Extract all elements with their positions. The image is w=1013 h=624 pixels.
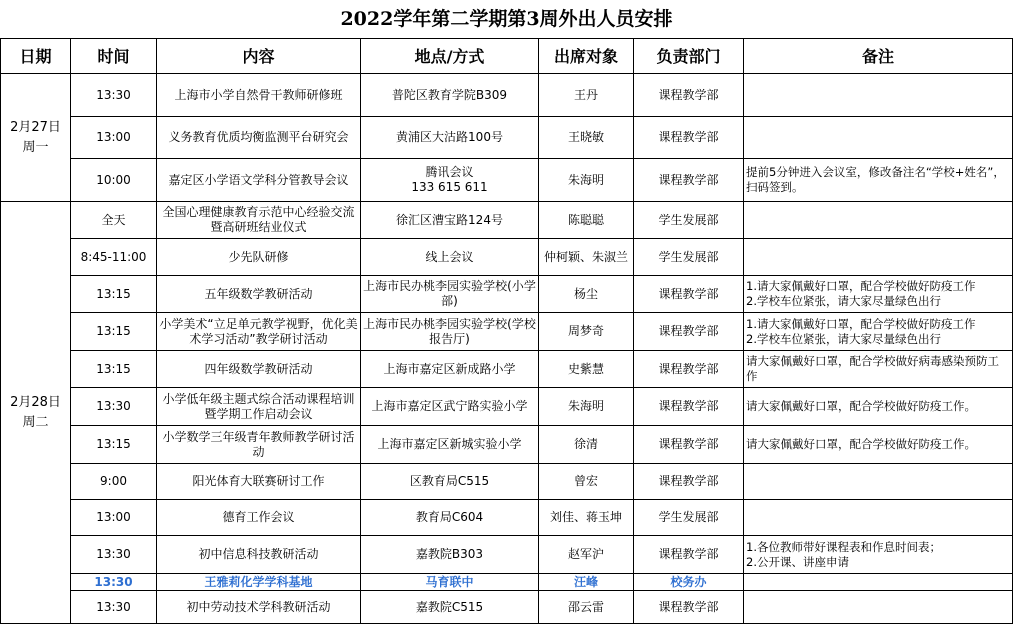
cell-location xyxy=(361,313,539,351)
cell-content-text: 上海市小学自然骨干教师研修班 xyxy=(174,87,343,102)
cell-time-text: 13:30 xyxy=(96,599,131,614)
cell-date xyxy=(1,202,71,624)
cell-time xyxy=(71,159,157,202)
page-title: 2022学年第二学期第3周外出人员安排 xyxy=(340,8,673,30)
table-row xyxy=(1,574,1013,591)
cell-note-text: 2.学校车位紧张，请大家尽量绿色出行 xyxy=(746,294,941,308)
cell-content-text: 五年级数学教研活动 xyxy=(204,286,313,301)
cell-attendee-text: 王晓敏 xyxy=(567,130,604,144)
header-note: 备注 xyxy=(744,39,1013,74)
cell-attendee xyxy=(539,500,634,536)
cell-content-text: 德育工作会议 xyxy=(222,510,295,524)
cell-attendee-text: 史紫慧 xyxy=(567,361,604,376)
cell-dept-text: 课程教学部 xyxy=(658,599,719,614)
cell-dept-text: 课程教学部 xyxy=(658,172,719,187)
cell-attendee xyxy=(539,574,634,591)
header-attendee: 出席对象 xyxy=(539,39,634,74)
cell-time xyxy=(71,276,157,313)
cell-location xyxy=(361,202,539,239)
cell-note xyxy=(744,117,1013,159)
cell-time xyxy=(71,426,157,464)
cell-content xyxy=(157,276,361,313)
cell-note-text: 1.各位教师带好课程表和作息时间表； xyxy=(746,539,941,554)
cell-location-text: 上海市嘉定区新成路小学 xyxy=(383,361,516,376)
cell-time-text: 13:15 xyxy=(96,324,131,338)
cell-attendee-text: 仲柯颖、朱淑兰 xyxy=(543,249,628,264)
cell-dept xyxy=(634,351,744,388)
table-row xyxy=(1,239,1013,276)
cell-time xyxy=(71,536,157,574)
cell-location-text: 黄浦区大沽路100号 xyxy=(396,130,503,144)
cell-note xyxy=(744,464,1013,500)
cell-time xyxy=(71,591,157,624)
cell-time-text: 13:30 xyxy=(96,399,131,413)
cell-dept xyxy=(634,536,744,574)
cell-content xyxy=(157,117,361,159)
cell-time-text: 13:30 xyxy=(94,574,133,589)
cell-attendee xyxy=(539,591,634,624)
cell-attendee-text: 周梦奇 xyxy=(567,324,604,338)
cell-note-text: 请大家佩戴好口罩，配合学校做好防疫工作。 xyxy=(746,399,976,413)
header-date: 日期 xyxy=(1,39,71,74)
cell-content xyxy=(157,591,361,624)
cell-dept-text: 课程教学部 xyxy=(658,399,719,413)
table-row xyxy=(1,500,1013,536)
cell-time-text: 13:15 xyxy=(96,437,131,451)
header-location: 地点/方式 xyxy=(361,39,539,74)
cell-attendee-text: 杨尘 xyxy=(573,286,598,301)
cell-content-text: 初中信息科技教研活动 xyxy=(198,547,319,561)
cell-dept xyxy=(634,239,744,276)
cell-location xyxy=(361,239,539,276)
cell-content-text: 全国心理健康教育示范中心经验交流暨高研班结业仪式 xyxy=(162,205,355,234)
cell-content-text: 阳光体育大联赛研讨工作 xyxy=(192,474,325,488)
cell-time xyxy=(71,500,157,536)
cell-location xyxy=(361,591,539,624)
table-row xyxy=(1,464,1013,500)
cell-dept xyxy=(634,388,744,426)
cell-note xyxy=(744,574,1013,591)
cell-location xyxy=(361,159,539,202)
cell-attendee xyxy=(539,313,634,351)
table-row xyxy=(1,276,1013,313)
cell-note-text: 1.请大家佩戴好口罩，配合学校做好防疫工作 xyxy=(746,316,976,331)
cell-content xyxy=(157,388,361,426)
cell-attendee xyxy=(539,159,634,202)
table-row xyxy=(1,202,1013,239)
cell-location-text: 上海市嘉定区武宁路实验小学 xyxy=(371,399,528,413)
cell-dept-text: 学生发展部 xyxy=(658,212,719,227)
table-row xyxy=(1,313,1013,351)
cell-time xyxy=(71,464,157,500)
cell-location-text: 普陀区教育学院B309 xyxy=(391,87,508,102)
cell-location-text: 上海市民办桃李园实验学校(学校报告厅) xyxy=(363,316,536,346)
cell-time-text: 全天 xyxy=(101,212,126,227)
cell-note xyxy=(744,239,1013,276)
cell-content xyxy=(157,159,361,202)
cell-time xyxy=(71,388,157,426)
cell-dept-text: 课程教学部 xyxy=(658,87,719,102)
cell-date xyxy=(1,74,71,202)
cell-note xyxy=(744,202,1013,239)
cell-content-text: 义务教育优质均衡监测平台研究会 xyxy=(168,130,349,144)
cell-time-text: 13:15 xyxy=(96,286,131,301)
cell-content xyxy=(157,74,361,117)
table-row xyxy=(1,117,1013,159)
header-dept: 负责部门 xyxy=(634,39,744,74)
cell-content-text: 小学数学三年级青年教师教学研讨活动 xyxy=(162,429,355,459)
cell-content-text: 少先队研修 xyxy=(228,249,289,264)
cell-location-text: 腾讯会议 xyxy=(425,165,474,179)
cell-time-text: 13:00 xyxy=(96,130,131,144)
cell-time-text: 10:00 xyxy=(96,172,131,187)
cell-time xyxy=(71,202,157,239)
cell-attendee xyxy=(539,276,634,313)
cell-location-text: 嘉教院B303 xyxy=(415,547,484,561)
cell-location xyxy=(361,574,539,591)
date-label: 2月27日 xyxy=(10,119,61,135)
cell-attendee-text: 陈聪聪 xyxy=(567,212,604,227)
cell-dept xyxy=(634,202,744,239)
cell-dept xyxy=(634,313,744,351)
cell-location xyxy=(361,536,539,574)
cell-location-text: 嘉教院C515 xyxy=(415,599,484,614)
cell-dept-text: 课程教学部 xyxy=(658,437,719,451)
cell-dept-text: 课程教学部 xyxy=(658,547,719,561)
cell-dept-text: 校务办 xyxy=(670,574,707,589)
table-row xyxy=(1,591,1013,624)
cell-note-text: 2.学校车位紧张，请大家尽量绿色出行 xyxy=(746,331,941,346)
cell-note xyxy=(744,351,1013,388)
cell-time-text: 13:30 xyxy=(96,547,131,561)
cell-attendee-text: 曾宏 xyxy=(573,474,598,488)
weekday-label: 周一 xyxy=(22,139,49,155)
cell-attendee-text: 朱海明 xyxy=(567,399,604,413)
cell-note xyxy=(744,500,1013,536)
cell-location xyxy=(361,426,539,464)
cell-note-text: 请大家佩戴好口罩，配合学校做好病毒感染预防工作 xyxy=(746,354,999,383)
cell-note xyxy=(744,313,1013,351)
cell-time-text: 9:00 xyxy=(100,474,127,488)
cell-dept xyxy=(634,74,744,117)
cell-time-text: 13:00 xyxy=(96,510,131,524)
cell-note-text: 提前5分钟进入会议室，修改备注名“学校+姓名”，扫码签到。 xyxy=(746,165,1005,194)
cell-location-text: 区教育局C515 xyxy=(409,474,490,488)
cell-note-text: 请大家佩戴好口罩，配合学校做好防疫工作。 xyxy=(746,437,976,451)
cell-dept-text: 课程教学部 xyxy=(658,474,719,488)
cell-time xyxy=(71,239,157,276)
table-row xyxy=(1,536,1013,574)
cell-content xyxy=(157,239,361,276)
cell-note xyxy=(744,536,1013,574)
cell-content-text: 王雅莉化学学科基地 xyxy=(204,574,313,589)
cell-time xyxy=(71,74,157,117)
cell-content xyxy=(157,500,361,536)
cell-location-text: 线上会议 xyxy=(425,249,474,264)
cell-note xyxy=(744,426,1013,464)
cell-attendee xyxy=(539,74,634,117)
header-content: 内容 xyxy=(157,39,361,74)
cell-location-text: 教育局C604 xyxy=(415,510,484,524)
cell-note-text: 1.请大家佩戴好口罩，配合学校做好防疫工作 xyxy=(746,279,976,293)
cell-location xyxy=(361,117,539,159)
cell-attendee xyxy=(539,117,634,159)
table-row xyxy=(1,388,1013,426)
cell-time-text: 13:15 xyxy=(96,361,131,376)
cell-content-text: 嘉定区小学语文学科分管教导会议 xyxy=(168,172,349,187)
cell-attendee-text: 朱海明 xyxy=(567,172,604,187)
cell-location xyxy=(361,388,539,426)
cell-content-text: 小学低年级主题式综合活动课程培训暨学期工作启动会议 xyxy=(162,391,355,421)
cell-location-text: 马育联中 xyxy=(425,574,474,589)
cell-location-text: 上海市嘉定区新城实验小学 xyxy=(377,437,522,451)
cell-location-text: 133 615 611 xyxy=(411,180,488,194)
cell-content-text: 四年级数学教研活动 xyxy=(204,361,313,376)
cell-dept xyxy=(634,117,744,159)
cell-note xyxy=(744,159,1013,202)
table-row xyxy=(1,351,1013,388)
cell-dept-text: 课程教学部 xyxy=(658,130,719,144)
cell-content xyxy=(157,464,361,500)
cell-content xyxy=(157,351,361,388)
cell-content xyxy=(157,313,361,351)
cell-dept xyxy=(634,574,744,591)
cell-location xyxy=(361,464,539,500)
cell-dept xyxy=(634,591,744,624)
cell-location xyxy=(361,500,539,536)
cell-location xyxy=(361,74,539,117)
cell-content xyxy=(157,426,361,464)
cell-dept xyxy=(634,159,744,202)
cell-attendee-text: 邵云雷 xyxy=(567,599,604,614)
cell-note xyxy=(744,74,1013,117)
cell-time xyxy=(71,117,157,159)
cell-attendee-text: 汪峰 xyxy=(573,574,598,589)
cell-location xyxy=(361,276,539,313)
cell-note xyxy=(744,388,1013,426)
schedule-table xyxy=(0,38,1013,624)
cell-time xyxy=(71,574,157,591)
cell-attendee-text: 刘佳、蒋玉坤 xyxy=(549,510,622,524)
cell-note xyxy=(744,591,1013,624)
table-row xyxy=(1,74,1013,117)
cell-content-text: 小学美术“立足单元教学视野，优化美术学习活动”教学研讨活动 xyxy=(159,316,358,346)
cell-dept xyxy=(634,426,744,464)
cell-attendee-text: 赵军沪 xyxy=(567,547,604,561)
table-row xyxy=(1,159,1013,202)
cell-time xyxy=(71,313,157,351)
cell-attendee xyxy=(539,388,634,426)
cell-location-text: 上海市民办桃李园实验学校(小学部) xyxy=(363,279,536,308)
cell-dept-text: 课程教学部 xyxy=(658,361,719,376)
cell-content xyxy=(157,202,361,239)
cell-attendee xyxy=(539,464,634,500)
cell-attendee xyxy=(539,426,634,464)
weekday-label: 周二 xyxy=(22,414,49,430)
cell-content xyxy=(157,574,361,591)
cell-dept-text: 学生发展部 xyxy=(658,249,719,264)
cell-time-text: 13:30 xyxy=(96,87,131,102)
cell-attendee xyxy=(539,351,634,388)
cell-content xyxy=(157,536,361,574)
cell-time-text: 8:45-11:00 xyxy=(80,249,147,264)
cell-attendee-text: 徐清 xyxy=(573,437,598,451)
cell-note xyxy=(744,276,1013,313)
cell-time xyxy=(71,351,157,388)
header-row xyxy=(1,39,1013,74)
cell-dept xyxy=(634,464,744,500)
cell-attendee xyxy=(539,536,634,574)
cell-dept-text: 课程教学部 xyxy=(658,286,719,301)
table-row xyxy=(1,426,1013,464)
date-label: 2月28日 xyxy=(10,394,61,410)
cell-content-text: 初中劳动技术学科教研活动 xyxy=(186,599,331,614)
cell-attendee xyxy=(539,239,634,276)
cell-dept-text: 课程教学部 xyxy=(658,324,719,338)
cell-location xyxy=(361,351,539,388)
cell-attendee xyxy=(539,202,634,239)
cell-note-text: 2.公开课、讲座申请 xyxy=(746,554,849,569)
cell-dept-text: 学生发展部 xyxy=(658,510,719,524)
header-time: 时间 xyxy=(71,39,157,74)
cell-dept xyxy=(634,276,744,313)
cell-location-text: 徐汇区漕宝路124号 xyxy=(396,212,503,227)
cell-dept xyxy=(634,500,744,536)
cell-attendee-text: 王丹 xyxy=(573,87,598,102)
